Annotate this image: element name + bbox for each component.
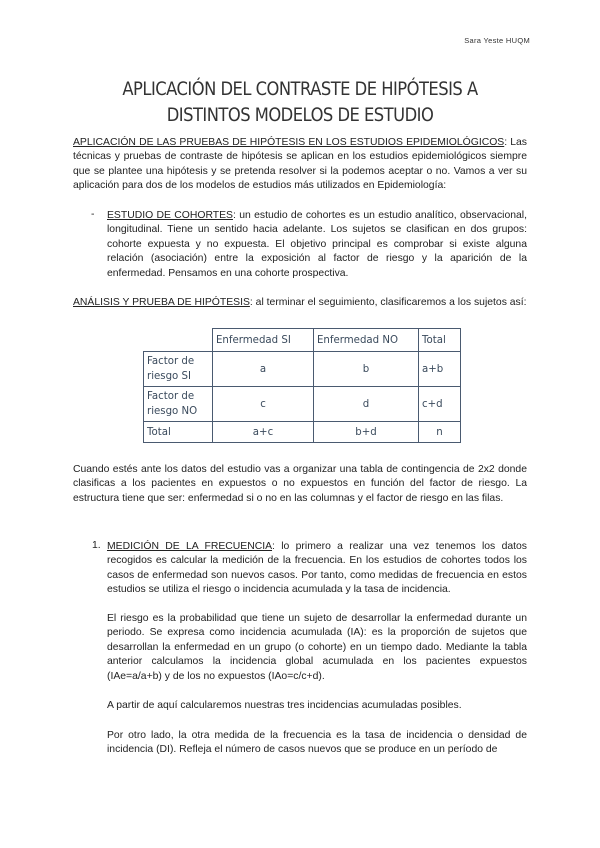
table-cell: b — [314, 352, 419, 387]
table-cell: c — [213, 387, 314, 422]
table-row — [144, 387, 461, 422]
otro-paragraph: Por otro lado, la otra medida de la frecuencia es la tasa de incidencia o densidad de incidencia (DI). Refleja el número de casos nuevos que se produce en un período de — [107, 730, 527, 756]
medicion-paragraph — [107, 540, 527, 598]
cohort-text: : un estudio de cohortes es un estudio analítico, observacional, longitudinal. Tiene un sentido hacia adelante. Los sujetos se clasifican en dos grupos: cohorte expuesta y no expuesta. El objetivo principal es comprobar si existe alguna relación (asociación) entre la exposición al factor de riesgo y la aparición de la enfermedad. Pensamos en una cohorte prospectiva. — [107, 210, 527, 279]
apartir-paragraph: A partir de aquí calcularemos nuestras tres incidencias acumuladas posibles. — [107, 700, 462, 711]
table-header-cell: Enfermedad SI — [213, 329, 314, 352]
riesgo-paragraph: El riesgo es la probabilidad que tiene un sujeto de desarrollar la enfermedad durante un periodo. Se expresa como incidencia acumulada (IA): es la proporción de sujetos que desarrollan la enfermedad en un grupo (o cohorte) en un tiempo dado. Mediante la tabla anterior calculamos la incidencia global acumulada en los pacientes expuestos (IAe=a/a+b) y de los no expuestos (IAo=c/c+d). — [107, 613, 527, 682]
table-cell: b+d — [314, 422, 419, 443]
table-corner — [144, 329, 213, 352]
table-row-label: Factor de riesgo SI — [144, 352, 213, 387]
intro-paragraph — [73, 136, 527, 194]
medicion-lead: MEDICIÓN DE LA FRECUENCIA — [107, 541, 273, 552]
cohort-lead: ESTUDIO DE COHORTES — [107, 210, 233, 221]
table-row — [144, 352, 461, 387]
section-number: 1. — [92, 540, 101, 551]
table-cell: d — [314, 387, 419, 422]
table-cell: a+c — [213, 422, 314, 443]
table-row — [144, 422, 461, 443]
table-header-row — [144, 329, 461, 352]
table-cell: c+d — [419, 387, 461, 422]
table-header-cell: Total — [419, 329, 461, 352]
analisis-lead: ANÁLISIS Y PRUEBA DE HIPÓTESIS — [73, 297, 250, 308]
bullet-marker: - — [91, 209, 95, 220]
cohort-paragraph — [107, 209, 527, 281]
table-row-label: Total — [144, 422, 213, 443]
analisis-text: : al terminar el seguimiento, clasificaremos a los sujetos así: — [249, 297, 527, 308]
author-header: Sara Yeste HUQM — [464, 36, 530, 45]
intro-text: : Las técnicas y pruebas de contraste de hipótesis se aplican en los estudios epidemiológicos siempre que se plantee una hipótesis y se pretenda resolver si la podemos aceptar o no. Vamos a ver su aplicación para dos de los modelos de estudios más utilizados en Epidemiología: — [73, 137, 527, 192]
intro-lead: APLICACIÓN DE LAS PRUEBAS DE HIPÓTESIS EN LOS ESTUDIOS EPIDEMIOLÓGICOS — [73, 137, 505, 148]
analisis-paragraph — [73, 296, 527, 310]
medicion-text: : lo primero a realizar una vez tenemos los datos recogidos es calcular la medición de la frecuencia. En los estudios de cohortes todos los casos de enfermedad son nuevos casos. Por tanto, como medidas de frecuencia en estos estudios se utiliza el riesgo o incidencia acumulada y la tasa de incidencia. — [107, 541, 527, 596]
table-cell: a+b — [419, 352, 461, 387]
table-row-label: Factor de riesgo NO — [144, 387, 213, 422]
table-cell: n — [419, 422, 461, 443]
contingency-table — [143, 328, 461, 443]
table-header-cell: Enfermedad NO — [314, 329, 419, 352]
cuando-paragraph: Cuando estés ante los datos del estudio vas a organizar una tabla de contingencia de 2x2 donde clasificas a los pacientes en expuestos o no expuestos en función del factor de riesgo. La estructura tiene que ser: enfermedad si o no en las columnas y el factor de riesgo en las filas. — [73, 464, 527, 504]
table-cell: a — [213, 352, 314, 387]
page-title: APLICACIÓN DEL CONTRASTE DE HIPÓTESIS A DISTINTOS MODELOS DE ESTUDIO — [122, 78, 478, 126]
